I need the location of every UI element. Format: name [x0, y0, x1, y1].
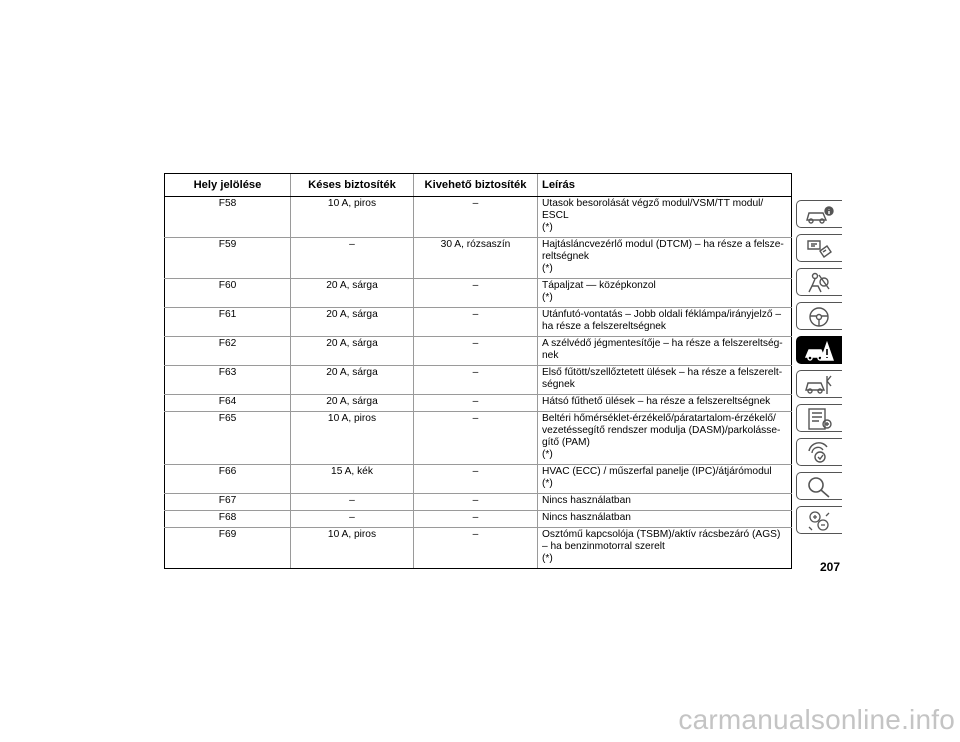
description-line: Tápaljzat — középkonzol	[542, 280, 656, 291]
cartridge-fuse-cell: –	[414, 395, 538, 412]
description-cell	[538, 494, 792, 511]
header-location: Hely jelölése	[165, 174, 291, 197]
tab-roadside-emergency[interactable]	[796, 336, 842, 364]
description-line: Utasok besorolását végző modul/VSM/TT modul/	[542, 198, 764, 209]
table-row	[165, 412, 792, 465]
car-service-icon	[803, 373, 835, 397]
cartridge-fuse-cell: –	[414, 308, 538, 337]
specifications-icon	[803, 407, 835, 431]
location-cell: F67	[165, 494, 291, 511]
description-line: Osztómű kapcsolója (TSBM)/aktív rácsbezáró (AGS)	[542, 529, 781, 540]
table-row	[165, 238, 792, 279]
description-cell	[538, 465, 792, 494]
table-row	[165, 511, 792, 528]
description-line: ségnek	[542, 379, 575, 390]
description-line: Első fűtött/szellőztetett ülések – ha része a felszerelt-	[542, 367, 783, 378]
tab-multimedia[interactable]	[796, 438, 842, 466]
location-cell: F62	[165, 337, 291, 366]
header-blade-fuse: Késes biztosíték	[291, 174, 414, 197]
location-cell: F66	[165, 465, 291, 494]
header-cartridge-fuse: Kivehető biztosíték	[414, 174, 538, 197]
description-line: vezetéssegítő rendszer modulja (DASM)/parkolásse-	[542, 425, 781, 436]
roadside-emergency-icon	[803, 339, 835, 363]
watermark: carmanualsonline.info	[678, 704, 955, 735]
blade-fuse-cell: 20 A, sárga	[291, 366, 414, 395]
blade-fuse-cell: –	[291, 238, 414, 279]
tab-language[interactable]	[796, 506, 842, 534]
blade-fuse-cell: 20 A, sárga	[291, 337, 414, 366]
cartridge-fuse-cell: –	[414, 494, 538, 511]
blade-fuse-cell: 15 A, kék	[291, 465, 414, 494]
description-line: (*)	[542, 553, 553, 564]
description-cell	[538, 528, 792, 569]
page-number: 207	[819, 560, 840, 574]
tab-warning-lights[interactable]	[796, 234, 842, 262]
description-cell	[538, 308, 792, 337]
tab-steering-wheel[interactable]	[796, 302, 842, 330]
cartridge-fuse-cell: –	[414, 465, 538, 494]
location-cell: F60	[165, 279, 291, 308]
blade-fuse-cell: 20 A, sárga	[291, 308, 414, 337]
tab-specifications[interactable]	[796, 404, 842, 432]
blade-fuse-cell: 20 A, sárga	[291, 395, 414, 412]
location-cell: F64	[165, 395, 291, 412]
blade-fuse-cell: –	[291, 511, 414, 528]
cartridge-fuse-cell: –	[414, 279, 538, 308]
cartridge-fuse-cell: –	[414, 337, 538, 366]
description-line: (*)	[542, 478, 553, 489]
description-line: reltségnek	[542, 251, 590, 262]
multimedia-icon	[803, 441, 835, 465]
table-row	[165, 279, 792, 308]
location-cell: F68	[165, 511, 291, 528]
table-row	[165, 366, 792, 395]
table-row	[165, 197, 792, 238]
table-row	[165, 528, 792, 569]
search-index-icon	[803, 475, 835, 499]
header-description: Leírás	[538, 174, 792, 197]
description-line: ha része a felszereltségnek	[542, 321, 667, 332]
description-line: (*)	[542, 263, 553, 274]
cartridge-fuse-cell: –	[414, 511, 538, 528]
description-line: HVAC (ECC) / műszerfal panelje (IPC)/átjárómodul	[542, 466, 772, 477]
blade-fuse-cell: 10 A, piros	[291, 412, 414, 465]
description-cell	[538, 395, 792, 412]
cartridge-fuse-cell: 30 A, rózsaszín	[414, 238, 538, 279]
description-line: nek	[542, 350, 559, 361]
description-cell	[538, 412, 792, 465]
description-line: – ha benzinmotorral szerelt	[542, 541, 665, 552]
description-cell	[538, 511, 792, 528]
location-cell: F61	[165, 308, 291, 337]
description-line: Beltéri hőmérséklet-érzékelő/páratartalom-érzékelő/	[542, 413, 776, 424]
description-line: Hajtásláncvezérlő modul (DTCM) – ha része a felsze-	[542, 239, 784, 250]
description-line: Hátsó fűthető ülések – ha része a felszereltségnek	[542, 396, 771, 407]
description-line: (*)	[542, 222, 553, 233]
description-line: Nincs használatban	[542, 512, 631, 523]
description-line: ESCL	[542, 210, 569, 221]
airbag-safety-icon	[803, 271, 835, 295]
description-cell	[538, 337, 792, 366]
cartridge-fuse-cell: –	[414, 528, 538, 569]
blade-fuse-cell: 10 A, piros	[291, 197, 414, 238]
table-row	[165, 337, 792, 366]
location-cell: F59	[165, 238, 291, 279]
description-cell	[538, 366, 792, 395]
description-cell	[538, 238, 792, 279]
language-icon	[803, 509, 835, 533]
description-cell	[538, 197, 792, 238]
warning-lights-icon	[803, 237, 835, 261]
table-row	[165, 308, 792, 337]
description-line: (*)	[542, 449, 553, 460]
description-line: Utánfutó-vontatás – Jobb oldali féklámpa/irányjelző –	[542, 309, 781, 320]
tab-search-index[interactable]	[796, 472, 842, 500]
car-info-icon	[803, 203, 835, 227]
steering-wheel-icon	[803, 305, 835, 329]
tab-airbag-safety[interactable]	[796, 268, 842, 296]
blade-fuse-cell: –	[291, 494, 414, 511]
table-header-row	[165, 174, 792, 197]
description-cell	[538, 279, 792, 308]
cartridge-fuse-cell: –	[414, 366, 538, 395]
location-cell: F69	[165, 528, 291, 569]
blade-fuse-cell: 10 A, piros	[291, 528, 414, 569]
table-body	[165, 197, 792, 569]
location-cell: F58	[165, 197, 291, 238]
cartridge-fuse-cell: –	[414, 412, 538, 465]
table-row	[165, 395, 792, 412]
fuse-table	[164, 173, 792, 569]
blade-fuse-cell: 20 A, sárga	[291, 279, 414, 308]
cartridge-fuse-cell: –	[414, 197, 538, 238]
tab-car-service[interactable]	[796, 370, 842, 398]
table-row	[165, 465, 792, 494]
description-line: A szélvédő jégmentesítője – ha része a felszereltség-	[542, 338, 783, 349]
location-cell: F65	[165, 412, 291, 465]
description-line: gítő (PAM)	[542, 437, 590, 448]
description-line: Nincs használatban	[542, 495, 631, 506]
description-line: (*)	[542, 292, 553, 303]
table-row	[165, 494, 792, 511]
tab-car-info[interactable]	[796, 200, 842, 228]
location-cell: F63	[165, 366, 291, 395]
